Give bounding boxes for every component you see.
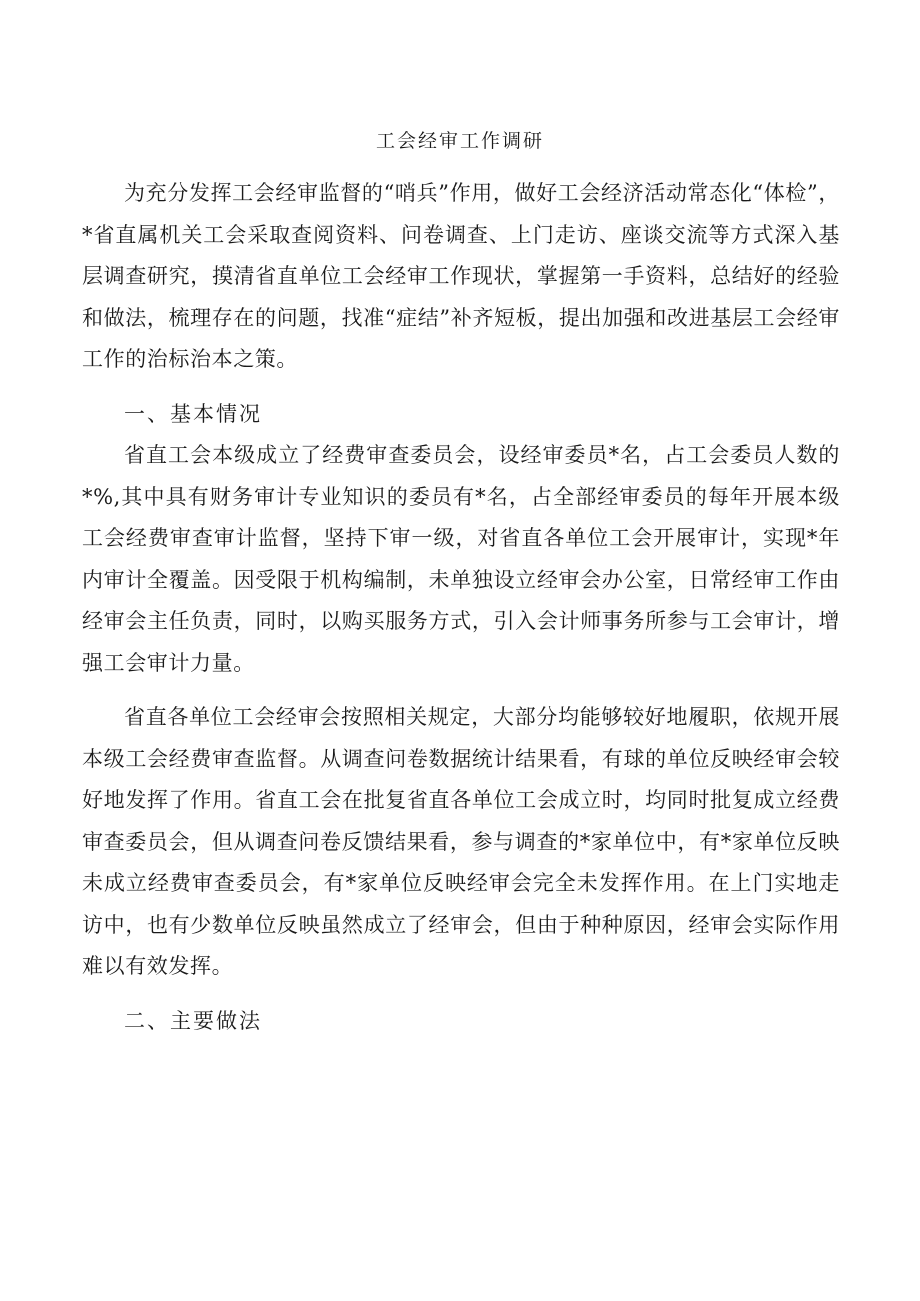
document-body bbox=[82, 173, 840, 1042]
section-heading-basic-situation: 一、基本情况 bbox=[124, 401, 262, 426]
document-title: 工会经审工作调研 bbox=[375, 130, 544, 152]
basic-situation-paragraph-1: 省直工会本级成立了经费审查委员会，设经审委员*名，占工会委员人数的*%,其中具有财务审计专业知识的委员有*名，占全部经审委员的每年开展本级工会经费审查审计监督，坚持下审一级，对省直各单位工会开展审计，实现*年内审计全覆盖。因受限于机构编制，未单独设立经审会办公室，日常经审工作由经审会主任负责，同时，以购买服务方式，引入会计师事务所参与工会审计，增强工会审计力量。 bbox=[82, 443, 840, 675]
intro-paragraph: 为充分发挥工会经审监督的“哨兵”作用，做好工会经济活动常态化“体检”，*省直属机关工会采取查阅资料、问卷调查、上门走访、座谈交流等方式深入基层调查研究，摸清省直单位工会经审工作现状，掌握第一手资料，总结好的经验和做法，梳理存在的问题，找准“症结”补齐短板，提出加强和改进基层工会经审工作的治标治本之策。 bbox=[82, 181, 840, 371]
basic-situation-paragraph-2: 省直各单位工会经审会按照相关规定，大部分均能够较好地履职，依规开展本级工会经费审查监督。从调查问卷数据统计结果看，有球的单位反映经审会较好地发挥了作用。省直工会在批复省直各单位工会成立时，均同时批复成立经费审查委员会，但从调查问卷反馈结果看，参与调查的*家单位中，有*家单位反映未成立经费审查委员会，有*家单位反映经审会完全未发挥作用。在上门实地走访中，也有少数单位反映虽然成立了经审会，但由于种种原因，经审会实际作用难以有效发挥。 bbox=[82, 705, 840, 978]
section-heading-main-practices: 二、主要做法 bbox=[124, 1008, 262, 1033]
